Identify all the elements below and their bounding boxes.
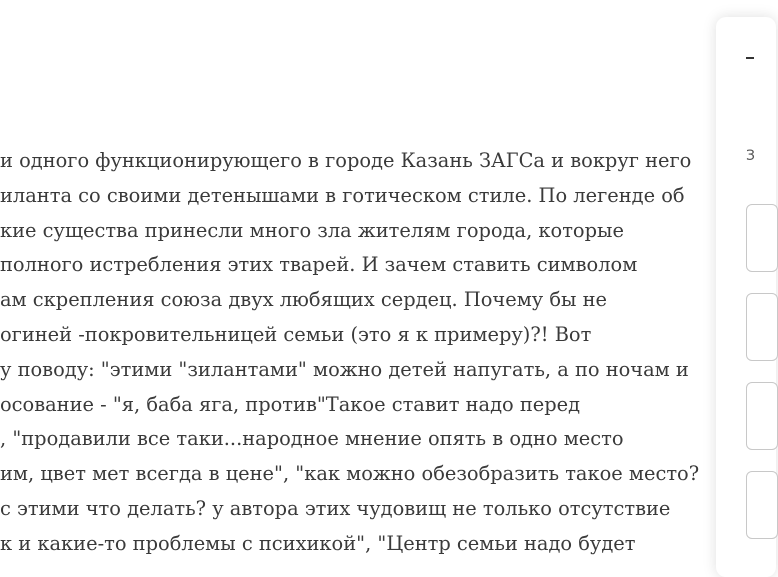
article-line: им, цвет мет всегда в цене", "как можно обезобразить такое место? (0, 462, 700, 486)
sidebar-input-field[interactable] (746, 204, 778, 272)
sidebar-input-field[interactable] (746, 293, 778, 361)
article-text (0, 144, 700, 562)
article-line: полного истребления этих тварей. И зачем ставить символом (0, 253, 638, 277)
article-line: у поводу: "этими "зилантами" можно детей напугать, а по ночам и (0, 357, 689, 381)
article-line: и одного функционирующего в городе Казань ЗАГСа и вокруг него (0, 149, 692, 172)
sidebar-label: З (746, 148, 755, 164)
article-line: , "продавили все таки...народное мнение опять в одно место (0, 427, 624, 451)
article-line: к и какие-то проблемы с психикой", "Центр семьи надо будет (0, 531, 636, 555)
dash-icon (746, 57, 754, 59)
article-line: ам скрепления союза двух любящих сердец. Почему бы не (0, 288, 608, 312)
article-line: иланта со своими детенышами в готическом стиле. По легенде об (0, 183, 685, 207)
article-line: огиней -покровительницей семьи (это я к примеру)?! Вот (0, 322, 592, 346)
article-line: кие существа принесли много зла жителям города, которые (0, 218, 624, 242)
sidebar-input-field[interactable] (746, 471, 778, 539)
article-line: с этими что делать? у автора этих чудовищ не только отсутствие (0, 496, 671, 520)
sidebar-input-field[interactable] (746, 382, 778, 450)
article-line: осование - "я, баба яга, против"Такое ставит надо перед (0, 392, 581, 416)
